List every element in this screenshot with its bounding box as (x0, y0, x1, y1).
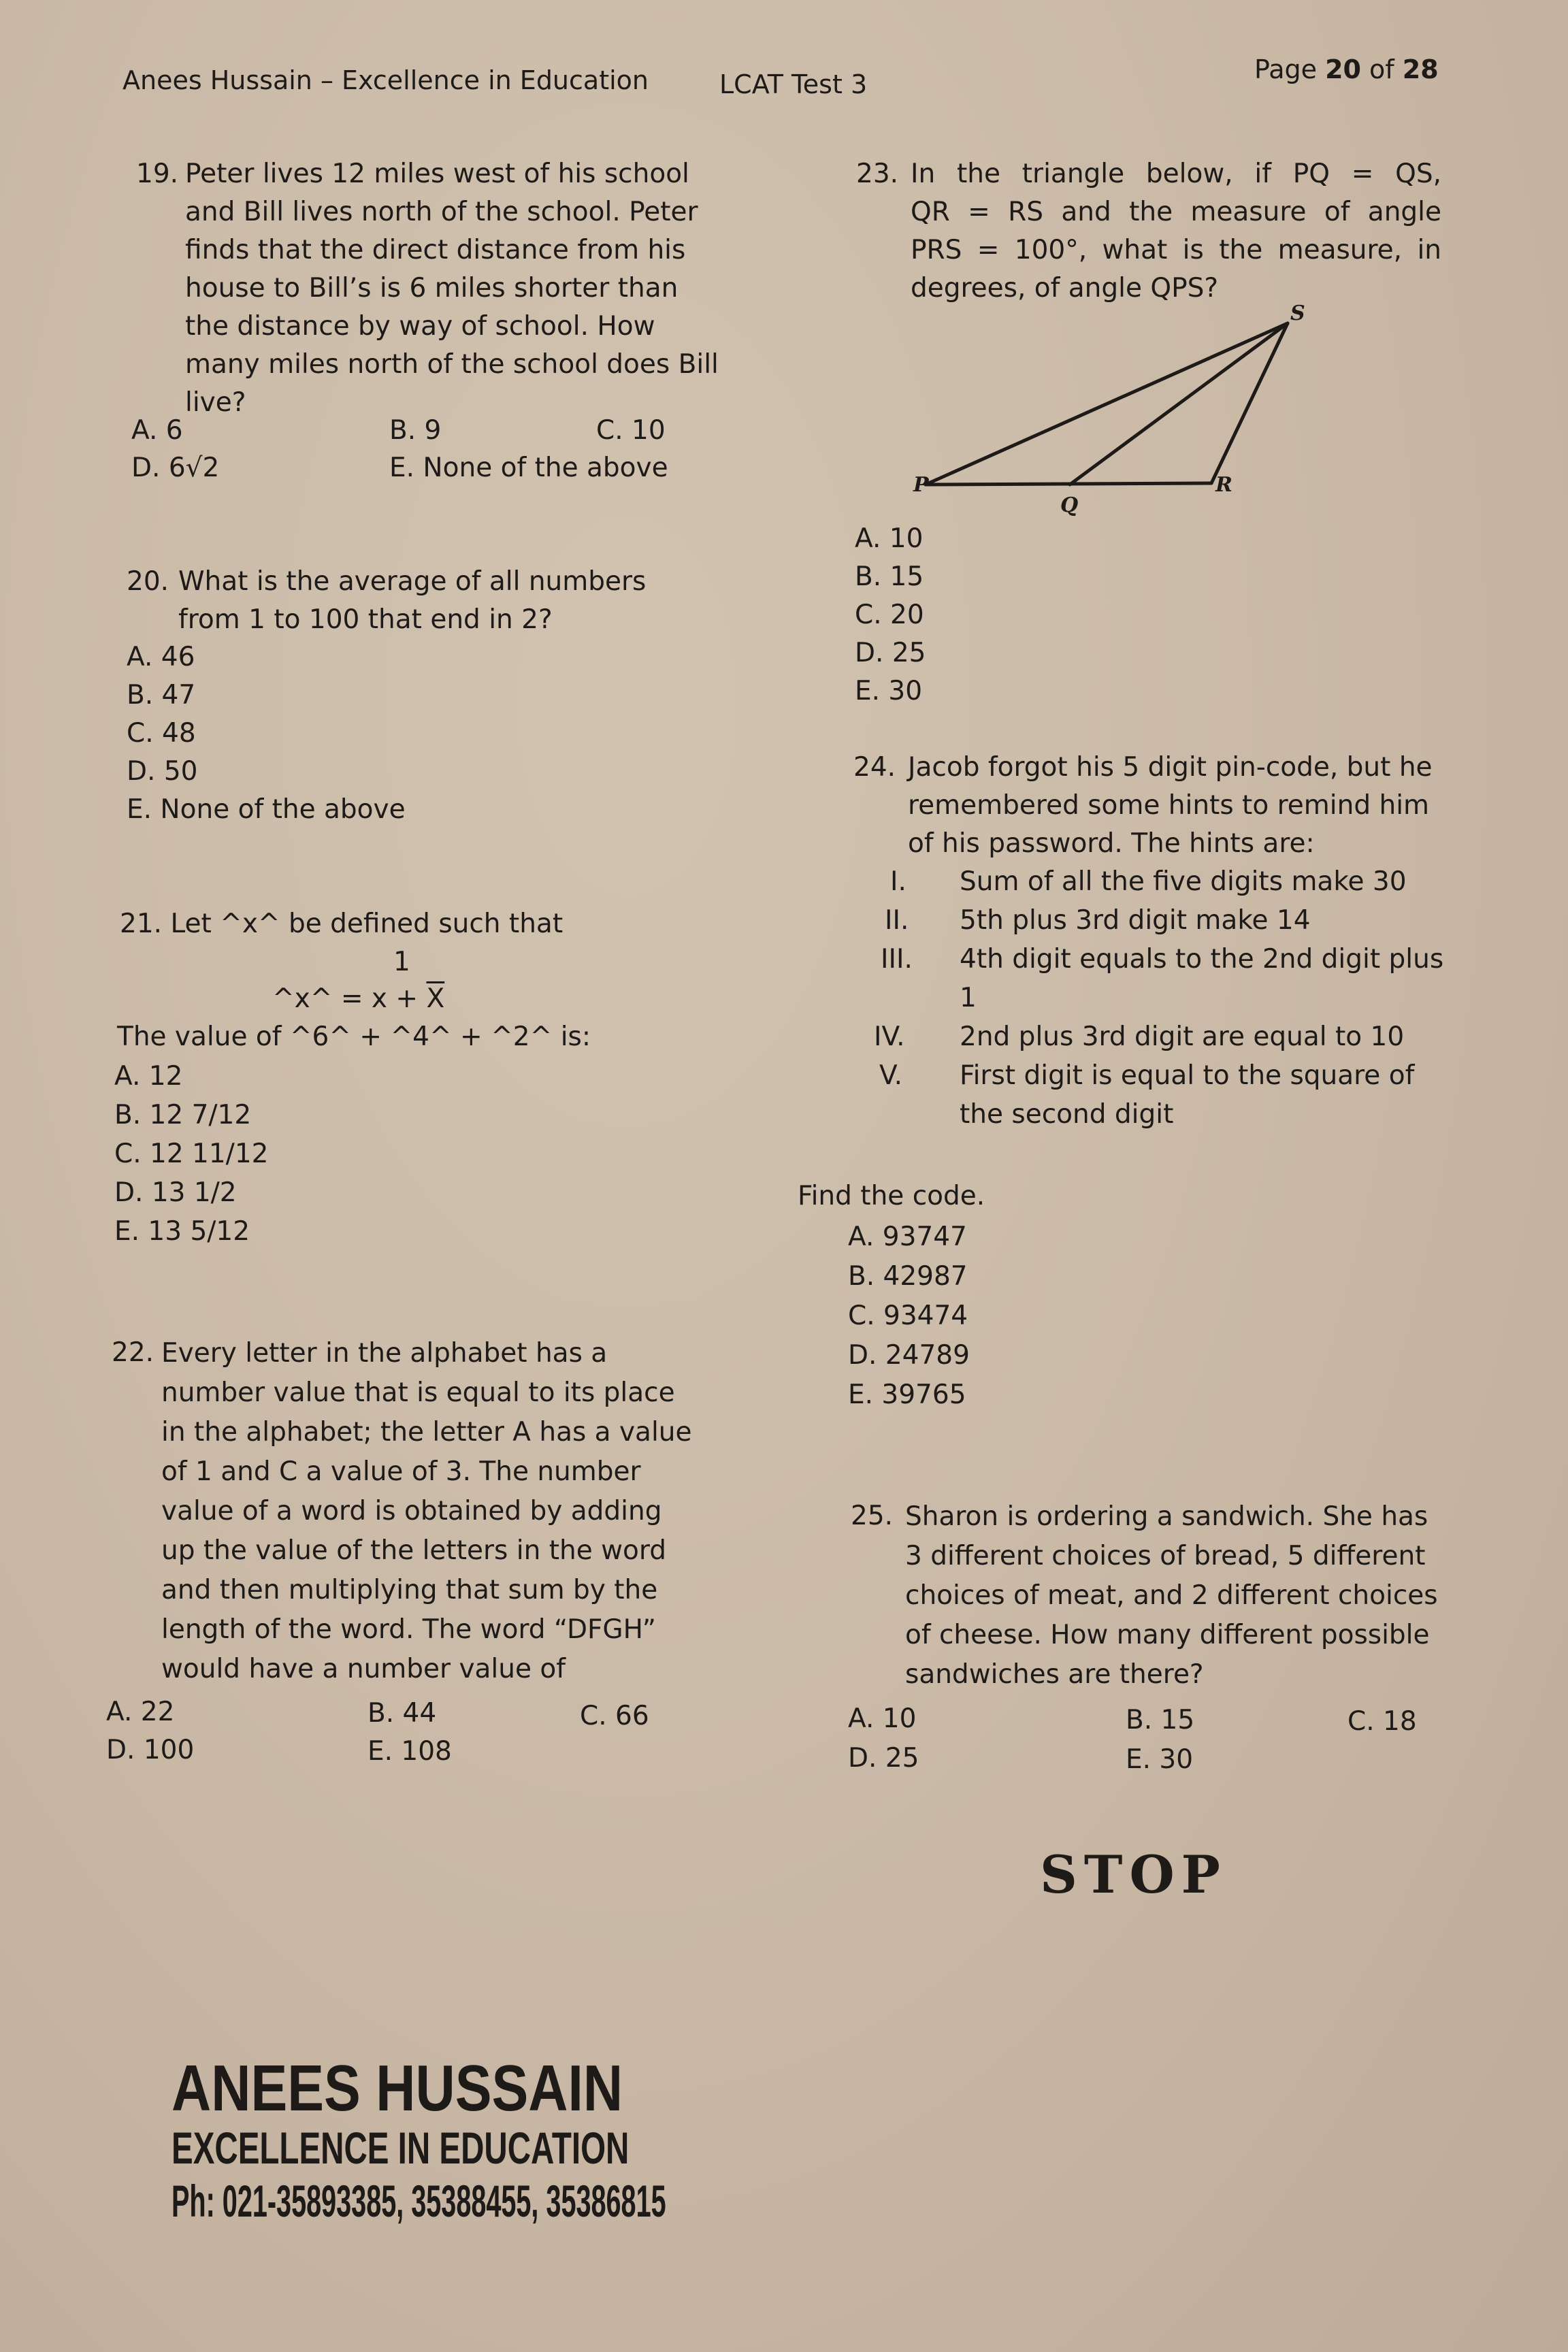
hint-text: 4th digit equals to the 2nd digit plus (960, 944, 1444, 975)
q24-line: remembered some hints to remind him (908, 790, 1430, 821)
q20-number: 20. (127, 566, 169, 597)
q20-option-c[interactable]: C. 48 (127, 718, 196, 749)
q22-line: in the alphabet; the letter A has a value (161, 1417, 692, 1448)
q20-line: What is the average of all numbers (178, 566, 647, 597)
q19-line: finds that the direct distance from his (185, 235, 686, 265)
q23-text (911, 155, 1441, 308)
q20-text (178, 563, 646, 639)
q23-number: 23. (856, 159, 899, 189)
label-r: R (1215, 473, 1232, 497)
q25-option-d[interactable]: D. 25 (848, 1743, 919, 1774)
q25-line: choices of meat, and 2 different choices (905, 1580, 1438, 1611)
q22-option-e[interactable]: E. 108 (368, 1736, 452, 1767)
q19-line: and Bill lives north of the school. Peter (185, 197, 698, 227)
hint-text: the second digit (960, 1099, 1174, 1130)
stop-label: STOP (1040, 1844, 1227, 1905)
hint-number: I. (890, 866, 906, 897)
segment-rs (1211, 323, 1288, 483)
q22-text (161, 1334, 692, 1689)
hint-text: 2nd plus 3rd digit are equal to 10 (960, 1022, 1405, 1052)
q23-option-a[interactable]: A. 10 (855, 523, 924, 554)
q19-line: house to Bill’s is 6 miles shorter than (185, 273, 679, 304)
q21-formula-x: $\overline{X}$ (426, 983, 445, 1014)
q25-line: of cheese. How many different possible (905, 1620, 1430, 1650)
triangle-figure (898, 293, 1334, 517)
q21-number: 21. (120, 909, 163, 939)
q22-line: number value that is equal to its place (161, 1377, 675, 1408)
q22-line: of 1 and C a value of 3. The number (161, 1456, 641, 1487)
q22-option-b[interactable]: B. 44 (368, 1698, 437, 1729)
q23-option-d[interactable]: D. 25 (855, 638, 926, 668)
q23-line: PRS = 100°, what is the measure, in (911, 235, 1441, 265)
q19-line: the distance by way of school. How (185, 311, 655, 342)
hint-text: 1 (960, 983, 977, 1013)
q25-option-e[interactable]: E. 30 (1126, 1744, 1194, 1775)
footer-name: ANEES HUSSAIN (172, 2052, 623, 2125)
q24-option-b[interactable]: B. 42987 (848, 1261, 968, 1292)
q22-line: and then multiplying that sum by the (161, 1575, 658, 1605)
q25-line: 3 different choices of bread, 5 different (905, 1541, 1426, 1571)
q24-line: of his password. The hints are: (908, 828, 1315, 859)
question-21 (120, 905, 563, 943)
header-left: Anees Hussain – Excellence in Education (122, 65, 649, 95)
q19-line: live? (185, 387, 246, 418)
q21-formula-numerator: 1 (393, 947, 410, 977)
q21-formula-left: ^x^ = x + (272, 983, 427, 1014)
q22-line: Every letter in the alphabet has a (161, 1338, 608, 1369)
q21-option-e[interactable]: E. 13 5/12 (114, 1216, 250, 1247)
hint-text: 5th plus 3rd digit make 14 (960, 905, 1311, 936)
q22-option-c[interactable]: C. 66 (580, 1701, 649, 1731)
q19-option-a[interactable]: A. 6 (131, 415, 183, 446)
q22-number: 22. (112, 1337, 154, 1368)
q19-text (185, 155, 730, 422)
hint-text: Sum of all the five digits make 30 (960, 866, 1407, 897)
q19-line: many miles north of the school does Bill (185, 349, 719, 380)
label-q: Q (1060, 493, 1079, 517)
q24-find: Find the code. (798, 1181, 985, 1211)
q22-line: would have a number value of (161, 1654, 566, 1684)
q25-option-c[interactable]: C. 18 (1348, 1706, 1417, 1737)
q19-option-b[interactable]: B. 9 (389, 415, 442, 446)
q23-option-b[interactable]: B. 15 (855, 561, 924, 592)
q21-option-a[interactable]: A. 12 (114, 1061, 183, 1092)
q24-option-e[interactable]: E. 39765 (848, 1379, 966, 1410)
hint-number: V. (879, 1060, 903, 1091)
q20-option-b[interactable]: B. 47 (127, 680, 196, 710)
q21-option-d[interactable]: D. 13 1/2 (114, 1177, 237, 1208)
hint-number: III. (881, 944, 913, 975)
page-number (1254, 54, 1439, 84)
q25-line: sandwiches are there? (905, 1659, 1204, 1690)
q22-option-a[interactable]: A. 22 (106, 1697, 175, 1727)
q21-option-c[interactable]: C. 12 11/12 (114, 1139, 269, 1169)
q23-line: QR = RS and the measure of angle (911, 197, 1441, 227)
q20-line: from 1 to 100 that end in 2? (178, 604, 553, 635)
q21-line1: Let ^x^ be defined such that (170, 909, 564, 939)
q21-formula (272, 980, 444, 1018)
q19-option-c[interactable]: C. 10 (596, 415, 666, 446)
q25-line: Sharon is ordering a sandwich. She has (905, 1501, 1428, 1532)
q20-option-e[interactable]: E. None of the above (127, 794, 406, 825)
footer-phone: Ph: 021-35893385, 35388455, 35386815 (172, 2176, 666, 2226)
header-center: LCAT Test 3 (719, 69, 868, 99)
page-total: 28 (1402, 54, 1439, 84)
footer-tagline: EXCELLENCE IN EDUCATION (172, 2123, 630, 2173)
q24-option-a[interactable]: A. 93747 (848, 1222, 967, 1252)
page-label: Page (1254, 54, 1326, 84)
q24-number: 24. (853, 752, 896, 783)
page-current: 20 (1325, 54, 1361, 84)
q20-option-a[interactable]: A. 46 (127, 642, 195, 672)
q25-number: 25. (851, 1501, 894, 1531)
label-s: S (1290, 301, 1305, 325)
q19-option-e[interactable]: E. None of the above (389, 453, 668, 483)
q22-line: length of the word. The word “DFGH” (161, 1614, 656, 1645)
hint-text: First digit is equal to the square of (960, 1060, 1415, 1091)
q22-line: up the value of the letters in the word (161, 1535, 666, 1566)
q23-line: degrees, of angle QPS? (911, 273, 1219, 304)
q25-option-b[interactable]: B. 15 (1126, 1705, 1195, 1735)
q19-number: 19. (136, 159, 179, 189)
q25-text (905, 1497, 1438, 1695)
q24-text (908, 749, 1433, 863)
hint-number: IV. (874, 1022, 905, 1052)
segment-ps (926, 323, 1288, 485)
q24-line: Jacob forgot his 5 digit pin-code, but he (908, 752, 1433, 783)
q22-line: value of a word is obtained by adding (161, 1496, 662, 1526)
q19-line: Peter lives 12 miles west of his school (185, 159, 689, 189)
q21-line2: The value of ^6^ + ^4^ + ^2^ is: (117, 1022, 591, 1052)
q25-option-a[interactable]: A. 10 (848, 1703, 917, 1734)
q23-option-e[interactable]: E. 30 (855, 676, 923, 706)
label-p: P (913, 473, 929, 497)
page-of: of (1360, 54, 1403, 84)
q22-option-d[interactable]: D. 100 (106, 1735, 195, 1765)
q21-option-b[interactable]: B. 12 7/12 (114, 1100, 252, 1130)
q24-option-c[interactable]: C. 93474 (848, 1301, 968, 1331)
q23-line: In the triangle below, if PQ = QS, (911, 159, 1441, 189)
q24-option-d[interactable]: D. 24789 (848, 1340, 970, 1371)
q24-hints (871, 863, 1470, 1135)
q23-option-c[interactable]: C. 20 (855, 600, 924, 630)
hint-number: II. (885, 905, 909, 936)
q20-option-d[interactable]: D. 50 (127, 756, 198, 787)
q19-option-d[interactable]: D. 6√2 (131, 453, 220, 483)
